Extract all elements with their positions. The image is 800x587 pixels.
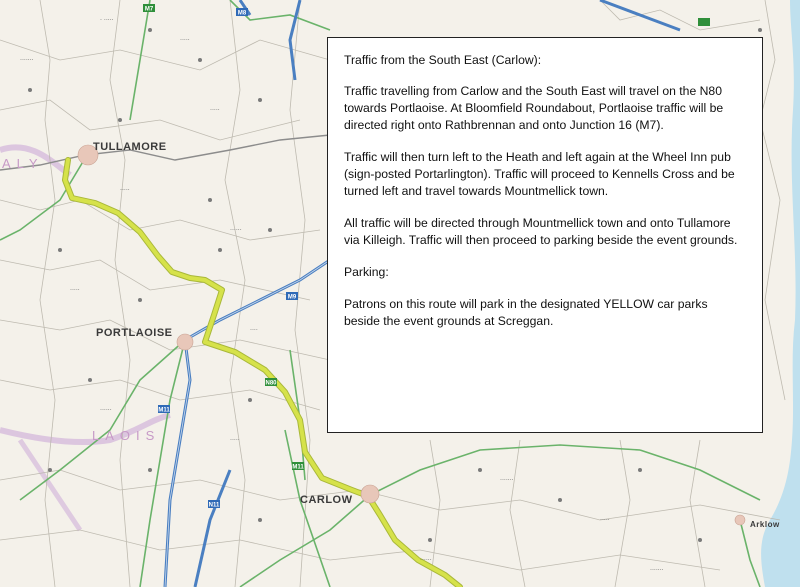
town-label-arklow: Arklow (750, 520, 780, 529)
county-label-laois: LAOIS (92, 428, 161, 443)
svg-text:.....: ..... (210, 105, 220, 112)
town-label-carlow: CARLOW (300, 494, 353, 506)
road-shield-label: M11 (158, 407, 170, 414)
svg-text:......: ...... (100, 405, 112, 412)
road-shield-label: M7 (144, 6, 154, 13)
svg-text:.......: ....... (650, 565, 664, 572)
traffic-info-panel (327, 37, 763, 433)
svg-text:.....: ..... (70, 285, 80, 292)
svg-text:......: ...... (420, 555, 432, 562)
town-label-portlaoise: PORTLAOISE (96, 327, 173, 339)
town-area-arklow (735, 515, 745, 525)
info-heading: Traffic from the South East (Carlow): (344, 53, 542, 67)
parking-text: Patrons on this route will park in the designated YELLOW car parks beside the event grounds at Screggan. (344, 297, 708, 328)
info-paragraph-2: Traffic will then turn left to the Heath and left again at the Wheel Inn pub (sign-posted Portarlington). Traffic will proceed to Kennells Cross and be turned left and travel towards Mountmellick town. (344, 150, 735, 198)
road-shield-label: M8 (237, 10, 247, 17)
svg-text:.....: ..... (180, 35, 190, 42)
svg-text:.....: ..... (120, 185, 130, 192)
svg-text:.....: ..... (600, 515, 610, 522)
county-label-offaly: ALY (2, 156, 44, 171)
road-shield-label: N11 (208, 502, 220, 509)
svg-text:.......: ....... (20, 55, 34, 62)
road-shield-label: N80 (265, 380, 277, 387)
info-paragraph-3: All traffic will be directed through Mountmellick town and onto Tullamore via Killeigh. Traffic will then proceed to parking beside the event grounds. (344, 216, 738, 247)
svg-text:.....: ..... (230, 435, 240, 442)
road-shield-label: M11 (292, 464, 304, 471)
svg-text:....: .... (250, 325, 258, 332)
parking-heading: Parking: (344, 265, 389, 279)
svg-text:.......: ....... (500, 475, 514, 482)
town-area-portlaoise (177, 334, 193, 350)
town-area-carlow (361, 485, 379, 503)
info-paragraph-1: Traffic travelling from Carlow and the South East will travel on the N80 towards Portlaoise. At Bloomfield Roundabout, Portlaoise traffic will be directed right onto Rathbrennan and onto Junction 16 (M7). (344, 84, 724, 132)
road-shield-label: M9 (287, 294, 297, 301)
svg-text:. .....: . ..... (100, 15, 114, 22)
town-label-tullamore: TULLAMORE (93, 141, 167, 153)
svg-text:......: ...... (230, 225, 242, 232)
